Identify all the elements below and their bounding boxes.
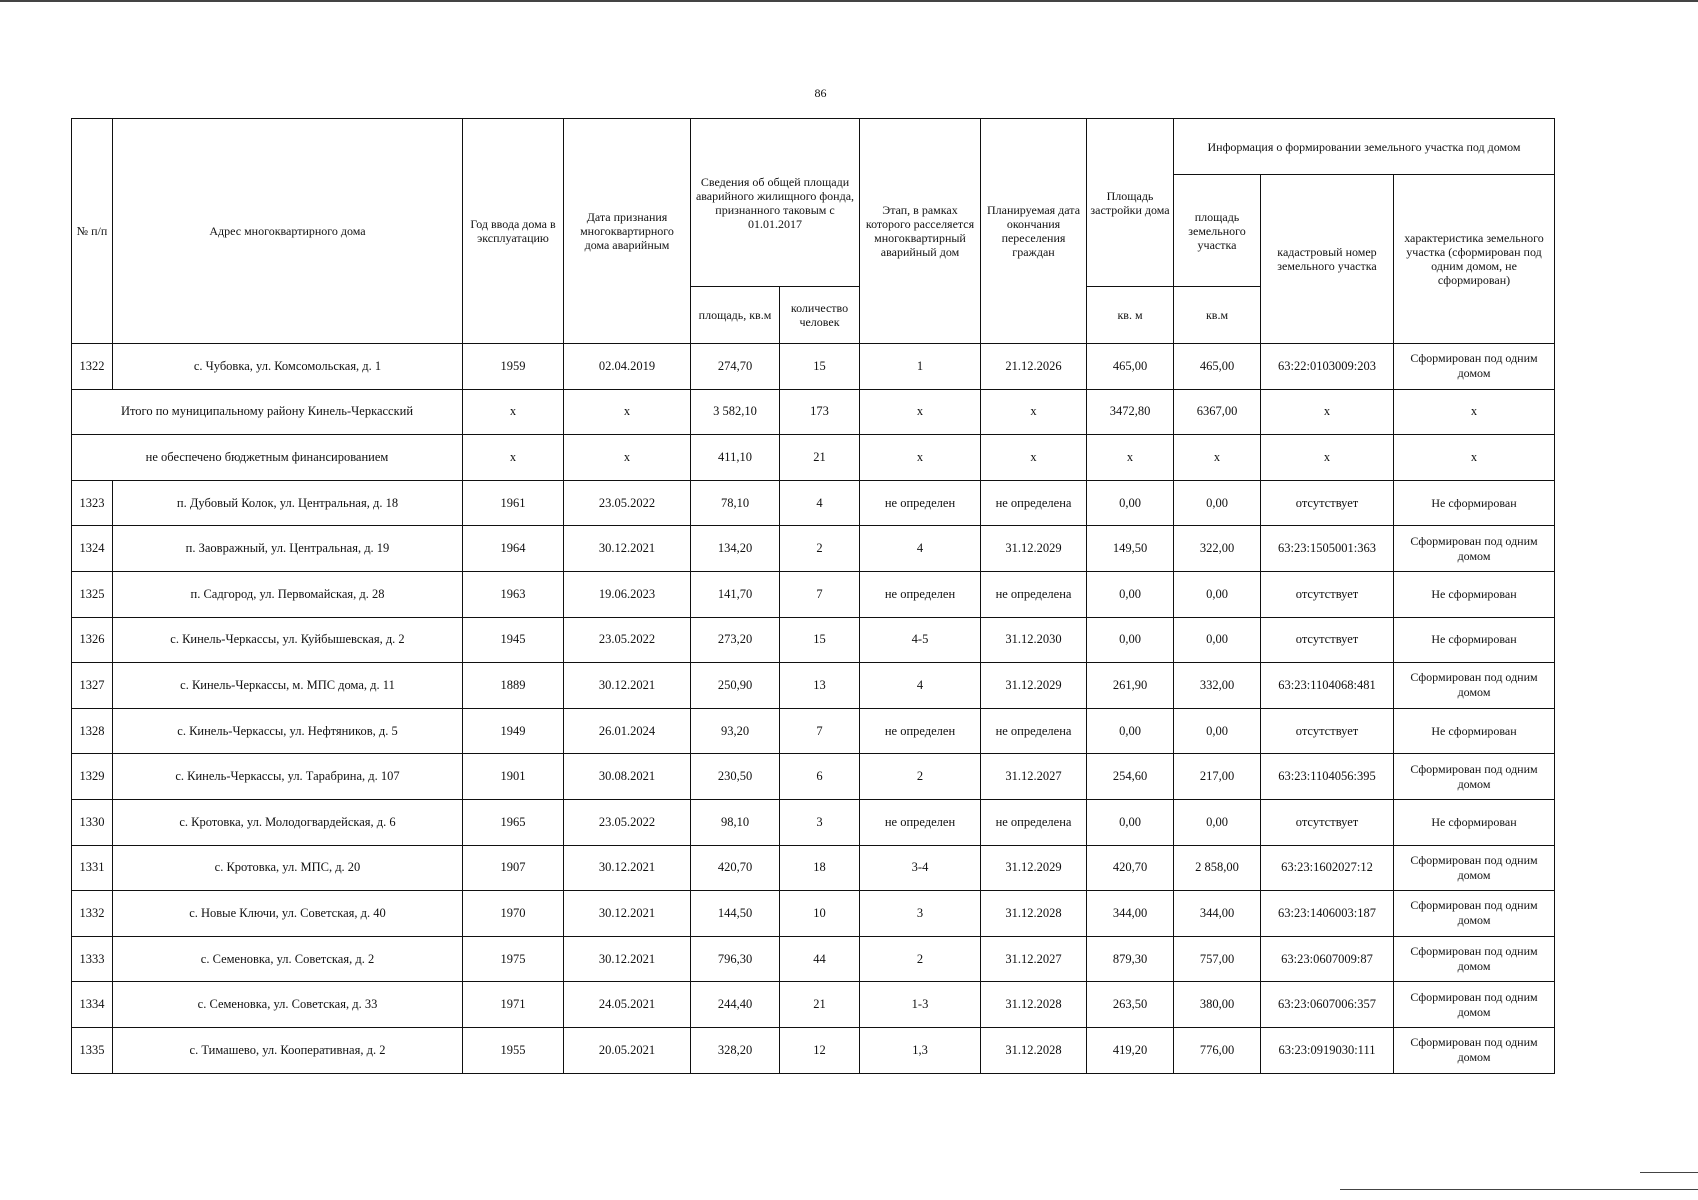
table-row [72,344,1555,390]
cell-land-char: Не сформирован [1394,799,1555,845]
cell-build-area: 420,70 [1087,845,1174,891]
cell-planned: 31.12.2029 [981,845,1087,891]
header-planned-date: Планируемая дата окончания переселения граждан [981,119,1087,344]
cell-num: 1327 [72,663,113,709]
cell-people: 12 [780,1027,860,1073]
cell-build-area: 261,90 [1087,663,1174,709]
table-row [72,480,1555,526]
cell-planned: не определена [981,571,1087,617]
cell-land-area: 344,00 [1174,891,1261,937]
cell-land-char: Сформирован под одним домом [1394,526,1555,572]
cell-people: 21 [780,982,860,1028]
header-area-sqm: площадь, кв.м [691,287,780,344]
cell-land-char: Сформирован под одним домом [1394,845,1555,891]
cell-date: 23.05.2022 [564,799,691,845]
cell-build-area: 149,50 [1087,526,1174,572]
cell-people: 7 [780,571,860,617]
cell-address: с. Новые Ключи, ул. Советская, д. 40 [113,891,463,937]
cell-date: 24.05.2021 [564,982,691,1028]
cell-cadastral: отсутствует [1261,571,1394,617]
cell-build-area: 465,00 [1087,344,1174,390]
cell-stage: 4-5 [860,617,981,663]
cell-build-area: 0,00 [1087,480,1174,526]
cell-cadastral: 63:23:0607009:87 [1261,936,1394,982]
cell-planned: 31.12.2029 [981,526,1087,572]
cell-planned: не определена [981,480,1087,526]
cell-land-char: Не сформирован [1394,480,1555,526]
cell-people: 2 [780,526,860,572]
cell-cadastral: 63:22:0103009:203 [1261,344,1394,390]
header-land-char: характеристика земельного участка (сформирован под одним домом, не сформирован) [1394,175,1555,344]
total-year: x [463,389,564,435]
cell-area: 273,20 [691,617,780,663]
header-area-info: Сведения об общей площади аварийного жилищного фонда, признанного таковым с 01.01.2017 [691,119,860,287]
header-people: количество человек [780,287,860,344]
cell-address: с. Кинель-Черкассы, ул. Нефтяников, д. 5 [113,708,463,754]
cell-build-area: 419,20 [1087,1027,1174,1073]
cell-year: 1963 [463,571,564,617]
cell-cadastral: отсутствует [1261,708,1394,754]
cell-build-area: 0,00 [1087,617,1174,663]
cell-people: 7 [780,708,860,754]
cell-stage: 1,3 [860,1027,981,1073]
cell-people: 15 [780,617,860,663]
cell-land-area: 0,00 [1174,799,1261,845]
cell-land-char: Сформирован под одним домом [1394,936,1555,982]
cell-land-char: Сформирован под одним домом [1394,344,1555,390]
table-row [72,754,1555,800]
cell-num: 1322 [72,344,113,390]
unfunded-year: x [463,435,564,481]
emergency-housing-table [71,118,1555,1074]
cell-area: 78,10 [691,480,780,526]
cell-build-area: 263,50 [1087,982,1174,1028]
cell-area: 98,10 [691,799,780,845]
cell-year: 1955 [463,1027,564,1073]
cell-year: 1975 [463,936,564,982]
cell-date: 30.12.2021 [564,845,691,891]
cell-planned: 31.12.2028 [981,982,1087,1028]
table-row [72,1027,1555,1073]
cell-area: 93,20 [691,708,780,754]
cell-year: 1971 [463,982,564,1028]
cell-stage: 3-4 [860,845,981,891]
cell-num: 1325 [72,571,113,617]
cell-stage: 3 [860,891,981,937]
cell-cadastral: 63:23:1406003:187 [1261,891,1394,937]
cell-people: 6 [780,754,860,800]
cell-land-area: 0,00 [1174,617,1261,663]
cell-date: 30.12.2021 [564,936,691,982]
cell-build-area: 879,30 [1087,936,1174,982]
unfunded-planned: x [981,435,1087,481]
cell-area: 230,50 [691,754,780,800]
cell-address: с. Кинель-Черкассы, ул. Тарабрина, д. 107 [113,754,463,800]
cell-land-char: Не сформирован [1394,617,1555,663]
header-address: Адрес многоквартирного дома [113,119,463,344]
table-row [72,982,1555,1028]
page-number: 86 [814,86,827,100]
cell-cadastral: 63:23:1505001:363 [1261,526,1394,572]
cell-date: 30.08.2021 [564,754,691,800]
table-row [72,663,1555,709]
cell-land-area: 2 858,00 [1174,845,1261,891]
cell-address: с. Семеновка, ул. Советская, д. 2 [113,936,463,982]
cell-land-char: Сформирован под одним домом [1394,663,1555,709]
cell-cadastral: 63:23:1104068:481 [1261,663,1394,709]
cell-land-area: 217,00 [1174,754,1261,800]
cell-planned: 31.12.2030 [981,617,1087,663]
cell-people: 4 [780,480,860,526]
cell-date: 23.05.2022 [564,617,691,663]
header-land-info: Информация о формировании земельного участка под домом [1174,119,1555,175]
cell-num: 1328 [72,708,113,754]
total-stage: x [860,389,981,435]
total-date: x [564,389,691,435]
cell-cadastral: отсутствует [1261,617,1394,663]
cell-build-area: 254,60 [1087,754,1174,800]
header-date-emergency: Дата признания многоквартирного дома аварийным [564,119,691,344]
unfunded-area: 411,10 [691,435,780,481]
total-people: 173 [780,389,860,435]
cell-date: 30.12.2021 [564,891,691,937]
cell-num: 1332 [72,891,113,937]
header-row-1 [72,119,1555,175]
cell-address: с. Тимашево, ул. Кооперативная, д. 2 [113,1027,463,1073]
cell-address: с. Кинель-Черкассы, ул. Куйбышевская, д. 2 [113,617,463,663]
cell-address: с. Семеновка, ул. Советская, д. 33 [113,982,463,1028]
cell-year: 1965 [463,799,564,845]
cell-num: 1335 [72,1027,113,1073]
unfunded-label: не обеспечено бюджетным финансированием [72,435,463,481]
cell-num: 1329 [72,754,113,800]
cell-area: 244,40 [691,982,780,1028]
cell-address: п. Заовражный, ул. Центральная, д. 19 [113,526,463,572]
cell-num: 1326 [72,617,113,663]
cell-planned: 21.12.2026 [981,344,1087,390]
cell-address: п. Садгород, ул. Первомайская, д. 28 [113,571,463,617]
cell-num: 1333 [72,936,113,982]
scan-edge-corner [1640,1172,1698,1173]
unfunded-people: 21 [780,435,860,481]
unfunded-char: x [1394,435,1555,481]
cell-land-area: 0,00 [1174,708,1261,754]
cell-cadastral: 63:23:1104056:395 [1261,754,1394,800]
cell-stage: 1 [860,344,981,390]
header-num: № п/п [72,119,113,344]
cell-date: 30.12.2021 [564,526,691,572]
table-row [72,936,1555,982]
cell-area: 328,20 [691,1027,780,1073]
unfunded-date: x [564,435,691,481]
cell-date: 20.05.2021 [564,1027,691,1073]
cell-planned: 31.12.2027 [981,754,1087,800]
cell-year: 1901 [463,754,564,800]
cell-build-area: 0,00 [1087,571,1174,617]
cell-num: 1323 [72,480,113,526]
table-row [72,799,1555,845]
cell-land-area: 757,00 [1174,936,1261,982]
scan-edge-top [0,0,1698,2]
cell-land-area: 465,00 [1174,344,1261,390]
cell-land-area: 776,00 [1174,1027,1261,1073]
cell-year: 1889 [463,663,564,709]
cell-year: 1945 [463,617,564,663]
cell-date: 26.01.2024 [564,708,691,754]
unfunded-row [72,435,1555,481]
cell-land-area: 380,00 [1174,982,1261,1028]
cell-land-area: 322,00 [1174,526,1261,572]
cell-people: 44 [780,936,860,982]
total-build-area: 3472,80 [1087,389,1174,435]
unfunded-cadastral: x [1261,435,1394,481]
cell-planned: 31.12.2029 [981,663,1087,709]
cell-land-char: Сформирован под одним домом [1394,754,1555,800]
cell-people: 18 [780,845,860,891]
cell-area: 144,50 [691,891,780,937]
total-area: 3 582,10 [691,389,780,435]
header-building-area: Площадь застройки дома [1087,119,1174,287]
table-row [72,845,1555,891]
total-cadastral: x [1261,389,1394,435]
cell-date: 19.06.2023 [564,571,691,617]
cell-num: 1330 [72,799,113,845]
cell-cadastral: 63:23:0607006:357 [1261,982,1394,1028]
cell-stage: 1-3 [860,982,981,1028]
header-stage: Этап, в рамках которого расселяется многоквартирный аварийный дом [860,119,981,344]
cell-land-area: 0,00 [1174,571,1261,617]
cell-stage: 4 [860,526,981,572]
header-land-area: площадь земельного участка [1174,175,1261,287]
cell-address: с. Кинель-Черкассы, м. МПС дома, д. 11 [113,663,463,709]
cell-land-char: Не сформирован [1394,708,1555,754]
cell-people: 13 [780,663,860,709]
cell-build-area: 0,00 [1087,708,1174,754]
cell-planned: 31.12.2027 [981,936,1087,982]
cell-address: с. Кротовка, ул. МПС, д. 20 [113,845,463,891]
header-year: Год ввода дома в эксплуатацию [463,119,564,344]
cell-area: 796,30 [691,936,780,982]
cell-build-area: 0,00 [1087,799,1174,845]
cell-date: 23.05.2022 [564,480,691,526]
cell-year: 1949 [463,708,564,754]
cell-num: 1334 [72,982,113,1028]
cell-planned: 31.12.2028 [981,891,1087,937]
cell-stage: не определен [860,571,981,617]
cell-stage: 2 [860,754,981,800]
cell-people: 3 [780,799,860,845]
cell-stage: не определен [860,708,981,754]
cell-date: 30.12.2021 [564,663,691,709]
cell-stage: не определен [860,799,981,845]
cell-year: 1907 [463,845,564,891]
cell-stage: не определен [860,480,981,526]
header-cadastral: кадастровый номер земельного участка [1261,175,1394,344]
cell-area: 420,70 [691,845,780,891]
cell-land-char: Сформирован под одним домом [1394,982,1555,1028]
cell-area: 274,70 [691,344,780,390]
table-row [72,617,1555,663]
cell-land-char: Сформирован под одним домом [1394,891,1555,937]
cell-year: 1959 [463,344,564,390]
cell-planned: не определена [981,708,1087,754]
cell-date: 02.04.2019 [564,344,691,390]
total-land-area: 6367,00 [1174,389,1261,435]
scan-edge-bottom [1340,1189,1698,1190]
cell-year: 1964 [463,526,564,572]
header-building-area-unit: кв. м [1087,287,1174,344]
cell-planned: не определена [981,799,1087,845]
cell-address: п. Дубовый Колок, ул. Центральная, д. 18 [113,480,463,526]
cell-stage: 2 [860,936,981,982]
table-body [72,344,1555,1074]
table-row [72,708,1555,754]
cell-cadastral: отсутствует [1261,480,1394,526]
cell-area: 134,20 [691,526,780,572]
cell-land-char: Не сформирован [1394,571,1555,617]
total-planned: x [981,389,1087,435]
cell-land-area: 332,00 [1174,663,1261,709]
table-row [72,526,1555,572]
cell-people: 15 [780,344,860,390]
cell-cadastral: 63:23:1602027:12 [1261,845,1394,891]
cell-land-char: Сформирован под одним домом [1394,1027,1555,1073]
table-row [72,571,1555,617]
unfunded-land-area: x [1174,435,1261,481]
cell-num: 1324 [72,526,113,572]
header-land-area-unit: кв.м [1174,287,1261,344]
table-row [72,891,1555,937]
cell-address: с. Чубовка, ул. Комсомольская, д. 1 [113,344,463,390]
total-row [72,389,1555,435]
unfunded-stage: x [860,435,981,481]
cell-cadastral: 63:23:0919030:111 [1261,1027,1394,1073]
cell-stage: 4 [860,663,981,709]
cell-area: 250,90 [691,663,780,709]
cell-cadastral: отсутствует [1261,799,1394,845]
cell-build-area: 344,00 [1087,891,1174,937]
cell-people: 10 [780,891,860,937]
total-char: x [1394,389,1555,435]
cell-num: 1331 [72,845,113,891]
unfunded-build-area: x [1087,435,1174,481]
cell-area: 141,70 [691,571,780,617]
cell-year: 1961 [463,480,564,526]
total-label: Итого по муниципальному району Кинель-Черкасский [72,389,463,435]
cell-land-area: 0,00 [1174,480,1261,526]
cell-address: с. Кротовка, ул. Молодогвардейская, д. 6 [113,799,463,845]
cell-year: 1970 [463,891,564,937]
cell-planned: 31.12.2028 [981,1027,1087,1073]
